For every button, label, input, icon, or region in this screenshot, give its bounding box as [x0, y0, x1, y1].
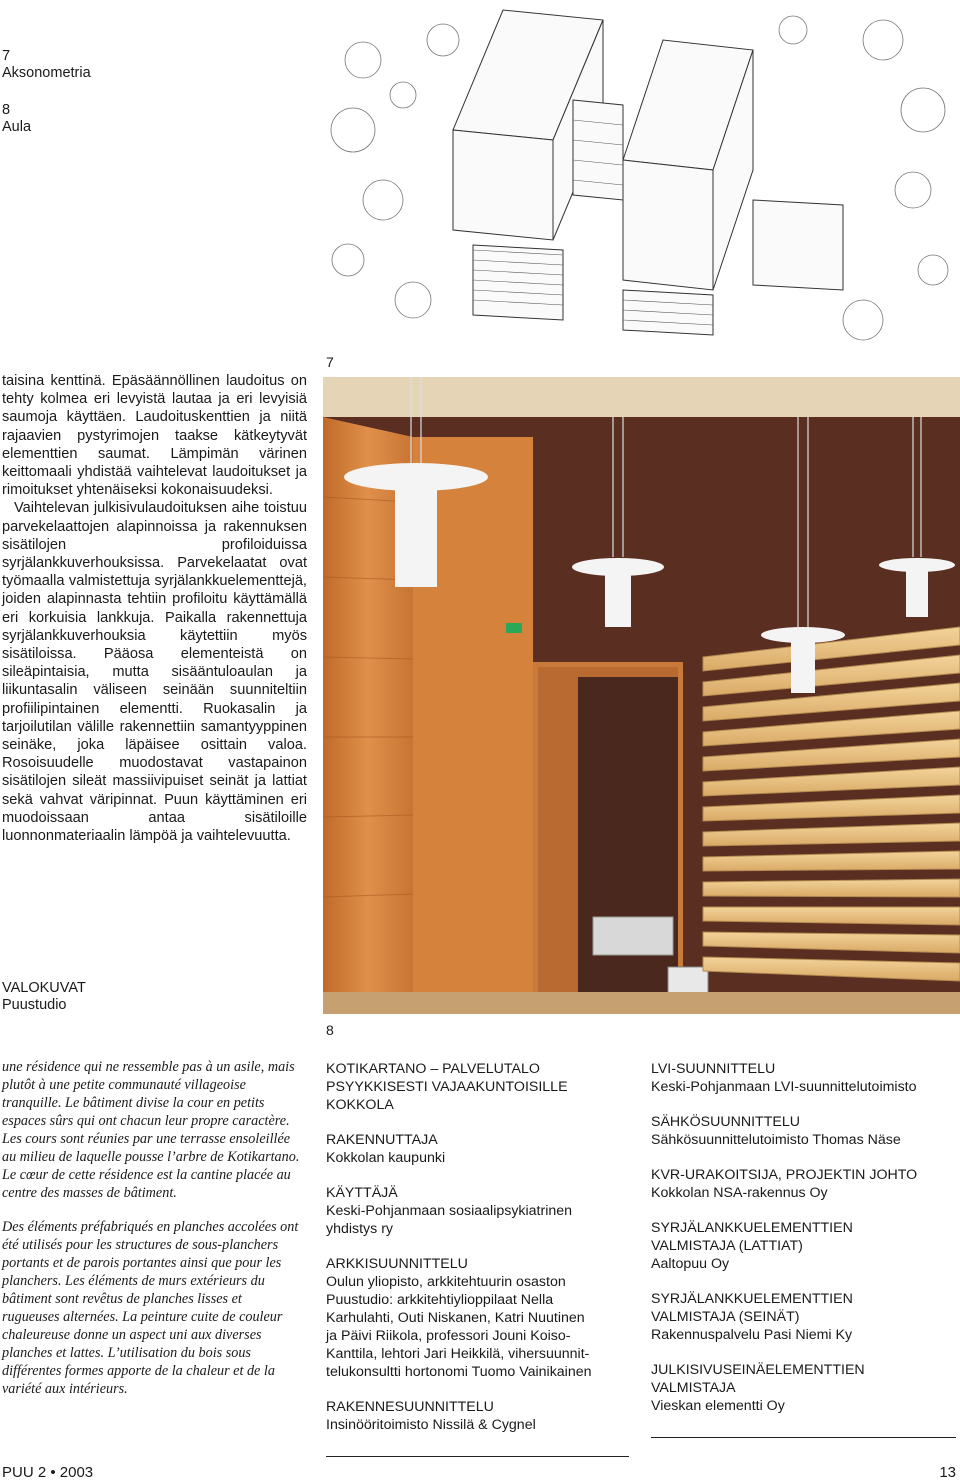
- caption-fig8: [2, 102, 31, 136]
- credit-heading: KVR-URAKOITSIJA, PROJEKTIN JOHTO: [651, 1167, 918, 1183]
- credit-block: [651, 1219, 956, 1273]
- credit-line: telukonsultti hortonomi Tuomo Vainikainen: [326, 1364, 592, 1380]
- credit-heading: ARKKISUUNNITTELU: [326, 1256, 468, 1272]
- credit-heading: KOTIKARTANO – PALVELUTALO: [326, 1061, 540, 1077]
- credit-line: Rakennuspalvelu Pasi Niemi Ky: [651, 1327, 853, 1343]
- credit-heading: RAKENNESUUNNITTELU: [326, 1399, 494, 1415]
- credit-line: Aaltopuu Oy: [651, 1256, 730, 1272]
- credit-line: VALMISTAJA (LATTIAT): [651, 1238, 803, 1254]
- credit-block: [326, 1060, 631, 1114]
- credit-heading: JULKISIVUSEINÄELEMENTTIEN: [651, 1362, 865, 1378]
- caption-fig8-number: 8: [2, 102, 11, 118]
- caption-fig8-label: Aula: [2, 119, 32, 135]
- credit-block: [651, 1361, 956, 1415]
- credit-heading: KÄYTTÄJÄ: [326, 1185, 398, 1201]
- credit-line: Sähkösuunnittelutoimisto Thomas Näse: [651, 1132, 901, 1148]
- credit-block: [651, 1113, 956, 1149]
- credit-line: KOKKOLA: [326, 1097, 394, 1113]
- credit-line: ja Päivi Riikola, professori Jouni Koiso-: [326, 1328, 571, 1344]
- credit-heading: SYRJÄLANKKUELEMENTTIEN: [651, 1220, 853, 1236]
- credit-line: Kanttila, lehtori Jari Heikkilä, vihersuunnit-: [326, 1346, 590, 1362]
- figure-number-7: 7: [326, 354, 334, 370]
- credit-block: [326, 1255, 631, 1381]
- photo-credit-label: VALOKUVAT: [2, 980, 86, 996]
- credit-line: Oulun yliopisto, arkkitehtuurin osaston: [326, 1274, 566, 1290]
- figure-number-8: 8: [326, 1022, 334, 1038]
- body-text: [2, 372, 307, 845]
- credits-column-2: [651, 1060, 956, 1432]
- credit-line: Vieskan elementti Oy: [651, 1398, 785, 1414]
- credit-line: PSYYKKISESTI VAJAAKUNTOISILLE: [326, 1079, 568, 1095]
- french-summary: [2, 1058, 300, 1414]
- credit-block: [651, 1060, 956, 1096]
- credit-heading: RAKENNUTTAJA: [326, 1132, 438, 1148]
- credits-column-1: [326, 1060, 631, 1451]
- photo-credit: [2, 980, 86, 1014]
- french-paragraph-2: Des éléments préfabriqués en planches accolées ont été utilisés pour les structures de sous-planchers portants et de parois portantes ainsi que pour les planchers. Les éléments de murs extérieurs du bâtiment sont revêtus de planches lisses et rugueuses alternées. La peinture cuite de couleur chaleureuse donne un aspect uni aux diverses planches et lattes. L’utilisation du bois sous différentes formes apporte de la chaleur et de la variété aux intérieurs.: [2, 1219, 299, 1397]
- caption-fig7: [2, 48, 91, 82]
- credit-line: Keski-Pohjanmaan LVI-suunnittelutoimisto: [651, 1079, 917, 1095]
- credit-heading: SÄHKÖSUUNNITTELU: [651, 1114, 800, 1130]
- credit-line: Karhulahti, Outi Niskanen, Katri Nuutinen: [326, 1310, 585, 1326]
- body-paragraph-1: taisina kenttinä. Epäsäännöllinen laudoitus on tehty kolmea eri levyistä lautaa ja eri levyisiä saumoja käyttäen. Laudoituskenttien ja niitä rajaavien pystyrimojen taakse kätkeytyvät elementtien saumat. Lämpimän värinen keittomaali yhdistää vaihtelevat laudoitukset ja rimoitukset yhtenäiseksi kokonaisuudeksi.: [2, 373, 307, 499]
- credit-block: [326, 1131, 631, 1167]
- photo-credit-name: Puustudio: [2, 997, 67, 1013]
- credit-line: Insinööritoimisto Nissilä & Cygnel: [326, 1417, 536, 1433]
- credit-block: [651, 1166, 956, 1202]
- body-paragraph-2: Vaihtelevan julkisivulaudoituksen aihe toistuu parvekelaattojen alapinnoissa ja rakennuksen sisätilojen profiloiduissa syrjälankkuverhouksissa. Parvekelaatat ovat työmaalla valmistettuja syrjälankkuelementtejä, joiden alapinnasta tehtiin profiloitu käyttämällä eri korkuisia lankkuja. Paikalla rakennettuja syrjälankkuverhouksia käytettiin myös sisätiloissa. Pääosa elementeistä on sileäpintaisia, mutta sisääntuloaulan ja liikuntasalin väliseen seinään suunniteltiin profiilipintainen elementti. Ruokasalin ja tarjoilutilan välille rakennettiin samantyyppinen seinäke, joka läpäisee osittain valoa. Rosoisuudelle muodostavat vastapainon sisätilojen sileät massiivipuiset seinät ja lattiat sekä vahvat väripinnat. Puun käyttäminen eri muodoissaan antaa sisätiloille luonnonmateriaalin lämpöä ja vaihtelevuutta.: [2, 500, 307, 845]
- credits-rule-2: [651, 1437, 956, 1438]
- credit-line: Puustudio: arkkitehtiylioppilaat Nella: [326, 1292, 554, 1308]
- page-number: 13: [939, 1464, 956, 1481]
- caption-fig7-number: 7: [2, 48, 11, 64]
- credit-line: VALMISTAJA (SEINÄT): [651, 1309, 800, 1325]
- credit-line: Kokkolan kaupunki: [326, 1150, 446, 1166]
- credits-rule-1: [326, 1456, 629, 1457]
- credit-line: Keski-Pohjanmaan sosiaalipsykiatrinen: [326, 1203, 573, 1219]
- credit-block: [326, 1398, 631, 1434]
- credit-heading: SYRJÄLANKKUELEMENTTIEN: [651, 1291, 853, 1307]
- credit-block: [651, 1290, 956, 1344]
- credit-heading: LVI-SUUNNITTELU: [651, 1061, 776, 1077]
- french-paragraph-1: une résidence qui ne ressemble pas à un asile, mais plutôt à une petite communauté villageoise tranquille. Le bâtiment divise la cour en petits espaces sûrs qui ont chacun leur propre caractère. Les cours sont réunies par une terrasse ensoleillée au milieu de laquelle pousse l’arbre de Kotikartano. Le cœur de cette résidence est la cantine placée au centre des masses de bâtiment.: [2, 1059, 300, 1201]
- footer-publication: PUU 2 • 2003: [2, 1464, 94, 1481]
- caption-fig7-label: Aksonometria: [2, 65, 91, 81]
- credit-line: Kokkolan NSA-rakennus Oy: [651, 1185, 828, 1201]
- axonometric-drawing: [323, 0, 960, 345]
- credit-line: VALMISTAJA: [651, 1380, 736, 1396]
- lobby-photo: [323, 377, 960, 1014]
- credit-block: [326, 1184, 631, 1238]
- credit-line: yhdistys ry: [326, 1221, 394, 1237]
